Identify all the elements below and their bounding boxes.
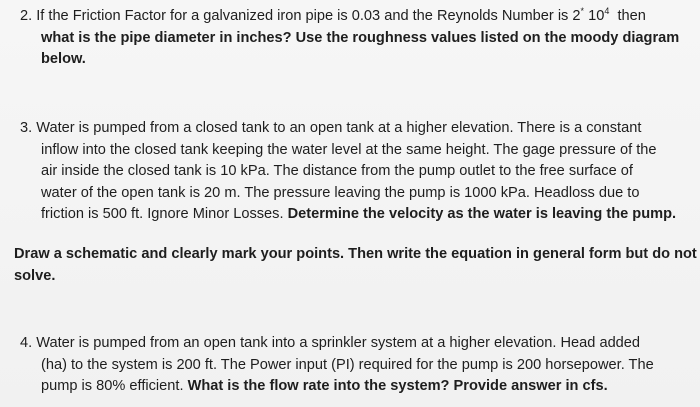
question-3-task: Determine the velocity as the water is leaving the pump. <box>287 206 677 223</box>
question-3-line-1: 3. Water is pumped from a closed tank to an open tank at a higher elevation. There is a constant <box>20 120 642 136</box>
question-3-line-3: air inside the closed tank is 10 kPa. The distance from the pump outlet to the free surface of <box>41 163 633 180</box>
multiplication-mark: * <box>580 6 585 17</box>
question-4-line-2: (ha) to the system is 200 ft. The Power input (PI) required for the pump is 200 horsepower. The <box>41 356 654 373</box>
question-2-line-2: what is the pipe diameter in inches? Use the roughness values listed on the moody diagram <box>41 29 680 46</box>
question-3-instructions-line-1: Draw a schematic and clearly mark your points. Then write the equation in general form but do not <box>14 246 697 262</box>
question-4-line-3: pump is 80% efficient. What is the flow rate into the system? Provide answer in cfs. <box>41 378 608 395</box>
question-4 <box>20 333 684 398</box>
question-3-line-5: friction is 500 ft. Ignore Minor Losses. Determine the velocity as the water is leaving the pump. <box>41 206 677 223</box>
question-3-line-4: water of the open tank is 20 m. The pressure leaving the pump is 1000 kPa. Headloss due to <box>41 184 640 201</box>
question-2 <box>20 6 684 71</box>
question-3-instructions-line-2: solve. <box>14 267 56 284</box>
question-3 <box>20 118 684 226</box>
question-4-task: What is the flow rate into the system? Provide answer in cfs. <box>187 378 608 395</box>
question-3-instructions <box>14 244 697 287</box>
question-2-line-3: below. <box>41 51 86 68</box>
exponent: 4 <box>604 6 610 17</box>
question-2-line-1: 2. If the Friction Factor for a galvanized iron pipe is 0.03 and the Reynolds Number is 2* $10^4$ then <box>20 6 646 24</box>
question-4-line-1: 4. Water is pumped from an open tank into a sprinkler system at a higher elevation. Head added <box>20 335 641 351</box>
question-3-line-2: inflow into the closed tank keeping the water level at the same height. The gage pressure of the <box>41 141 657 158</box>
